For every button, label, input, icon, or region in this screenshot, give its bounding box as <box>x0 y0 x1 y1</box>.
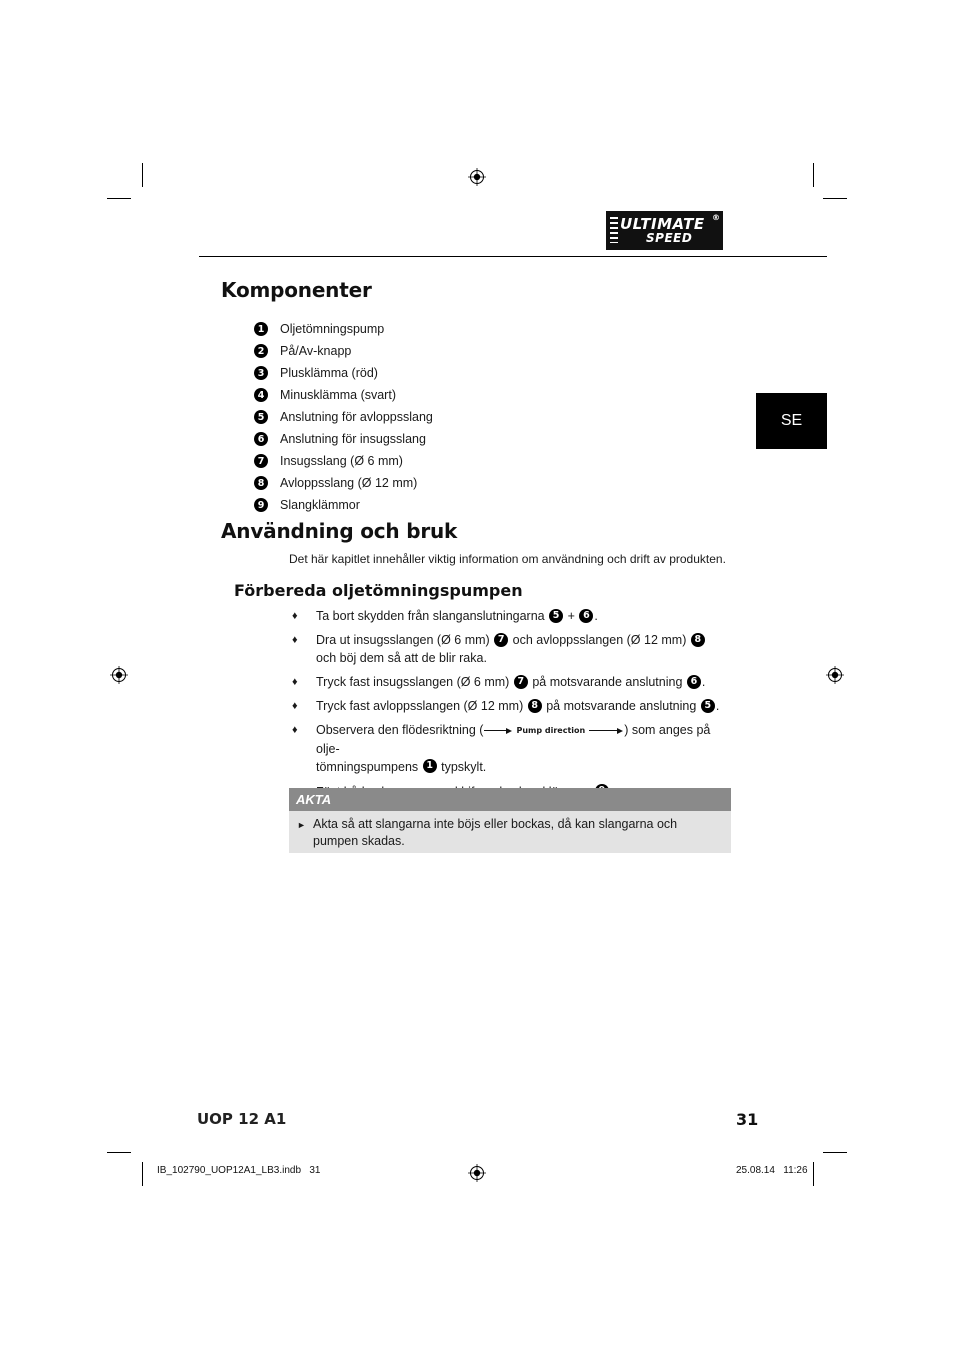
step-item <box>289 673 729 691</box>
step-text: Tryck fast insugsslangen (Ø 6 mm) <box>316 675 510 689</box>
list-item <box>252 384 433 406</box>
diamond-bullet-icon: ♦ <box>292 700 298 712</box>
step-text: tömningspumpens <box>316 759 419 774</box>
component-label: Slangklämmor <box>280 498 360 512</box>
pump-direction-label: Pump direction <box>516 725 586 735</box>
crop-mark <box>107 1152 131 1153</box>
plus-sign: + <box>567 609 575 623</box>
number-badge: 2 <box>254 344 268 358</box>
warning-box <box>289 788 731 853</box>
diamond-bullet-icon: ♦ <box>292 724 298 736</box>
number-badge: 3 <box>254 366 268 380</box>
crop-mark <box>813 1162 814 1186</box>
list-item <box>252 428 433 450</box>
logo-text-ultimate: ULTIMATE <box>620 215 705 233</box>
warning-heading: AKTA <box>289 788 731 811</box>
step-item <box>289 697 729 715</box>
step-text: Tryck fast avloppsslangen (Ø 12 mm) <box>316 699 524 713</box>
number-badge: 1 <box>254 322 268 336</box>
prepare-steps <box>289 607 729 801</box>
language-tab: SE <box>756 393 827 449</box>
components-list <box>252 318 433 516</box>
step-text: Dra ut insugsslangen (Ø 6 mm) <box>316 633 490 647</box>
component-label: Avloppsslang (Ø 12 mm) <box>280 476 418 490</box>
component-label: Insugsslang (Ø 6 mm) <box>280 454 403 468</box>
registration-mark-icon <box>468 1164 486 1182</box>
list-item <box>252 450 433 472</box>
diamond-bullet-icon: ♦ <box>292 676 298 688</box>
pump-direction-arrow <box>484 722 623 740</box>
crop-mark <box>107 198 131 199</box>
warning-text: Akta så att slangarna inte böjs eller bockas, då kan slangarna och pumpen skadas. <box>313 817 678 848</box>
registration-mark-icon <box>826 666 844 684</box>
print-slug-file: IB_102790_UOP12A1_LB3.indb 31 <box>157 1165 321 1176</box>
step-text: Observera den flödesriktning ( <box>316 723 484 737</box>
logo-stripes <box>610 217 618 243</box>
number-badge: 6 <box>254 432 268 446</box>
step-text: typskylt. <box>441 759 487 774</box>
list-item <box>252 406 433 428</box>
component-label: Anslutning för insugsslang <box>280 432 426 446</box>
arrow-line <box>589 730 617 732</box>
step-item <box>289 607 729 625</box>
component-label: Plusklämma (röd) <box>280 366 378 380</box>
components-heading: Komponenter <box>221 278 372 302</box>
crop-mark <box>813 163 814 187</box>
footer-model: UOP 12 A1 <box>197 1110 287 1128</box>
header-rule <box>199 256 827 257</box>
step-end: . <box>594 609 598 623</box>
print-slug-date: 25.08.14 11:26 <box>736 1165 808 1176</box>
list-item <box>252 494 433 516</box>
diamond-bullet-icon: ♦ <box>292 634 298 646</box>
list-item <box>252 340 433 362</box>
list-item <box>252 472 433 494</box>
arrow-head-icon <box>617 728 623 734</box>
crop-mark <box>142 163 143 187</box>
crop-mark <box>142 1162 143 1186</box>
number-badge: 5 <box>701 699 715 713</box>
step-text: på motsvarande anslutning <box>532 675 683 689</box>
step-item <box>289 721 729 776</box>
step-text: ) som anges på olje- <box>316 723 711 756</box>
number-badge: 6 <box>687 675 701 689</box>
number-badge: 4 <box>254 388 268 402</box>
number-badge: 7 <box>514 675 528 689</box>
step-end: . <box>701 675 706 689</box>
component-label: Anslutning för avloppsslang <box>280 410 433 424</box>
usage-intro: Det här kapitlet innehåller viktig information om användning och drift av produkten. <box>289 552 726 566</box>
step-end: . <box>715 699 720 713</box>
step-text: på motsvarande anslutning <box>546 699 697 713</box>
registration-mark-icon <box>468 168 486 186</box>
step-text: och böj dem så att de blir raka. <box>316 651 487 665</box>
number-badge: 6 <box>579 609 593 623</box>
arrow-line <box>484 730 506 732</box>
component-label: Oljetömningspump <box>280 322 385 336</box>
number-badge: 8 <box>528 699 542 713</box>
crop-mark <box>823 198 847 199</box>
prepare-heading: Förbereda oljetömningspumpen <box>234 581 523 600</box>
step-text: Ta bort skydden från slanganslutningarna <box>316 609 545 623</box>
registration-mark-icon <box>110 666 128 684</box>
logo-registered-mark: ® <box>712 213 720 222</box>
triangle-bullet-icon: ► <box>297 820 306 830</box>
page-number: 31 <box>736 1110 759 1129</box>
step-text: och avloppsslangen (Ø 12 mm) <box>512 633 687 647</box>
number-badge: 9 <box>254 498 268 512</box>
number-badge: 1 <box>423 759 437 773</box>
warning-body <box>289 811 731 853</box>
list-item <box>252 318 433 340</box>
crop-mark <box>823 1152 847 1153</box>
logo-text-speed: SPEED <box>646 231 693 245</box>
component-label: Minusklämma (svart) <box>280 388 396 402</box>
diamond-bullet-icon: ♦ <box>292 610 298 622</box>
number-badge: 7 <box>494 633 508 647</box>
step-item <box>289 631 729 667</box>
ultimate-speed-logo <box>606 211 723 250</box>
number-badge: 7 <box>254 454 268 468</box>
usage-heading: Användning och bruk <box>221 519 458 543</box>
number-badge: 8 <box>691 633 705 647</box>
number-badge: 5 <box>549 609 563 623</box>
list-item <box>252 362 433 384</box>
component-label: På/Av-knapp <box>280 344 352 358</box>
number-badge: 5 <box>254 410 268 424</box>
number-badge: 8 <box>254 476 268 490</box>
arrow-head-icon <box>506 728 512 734</box>
